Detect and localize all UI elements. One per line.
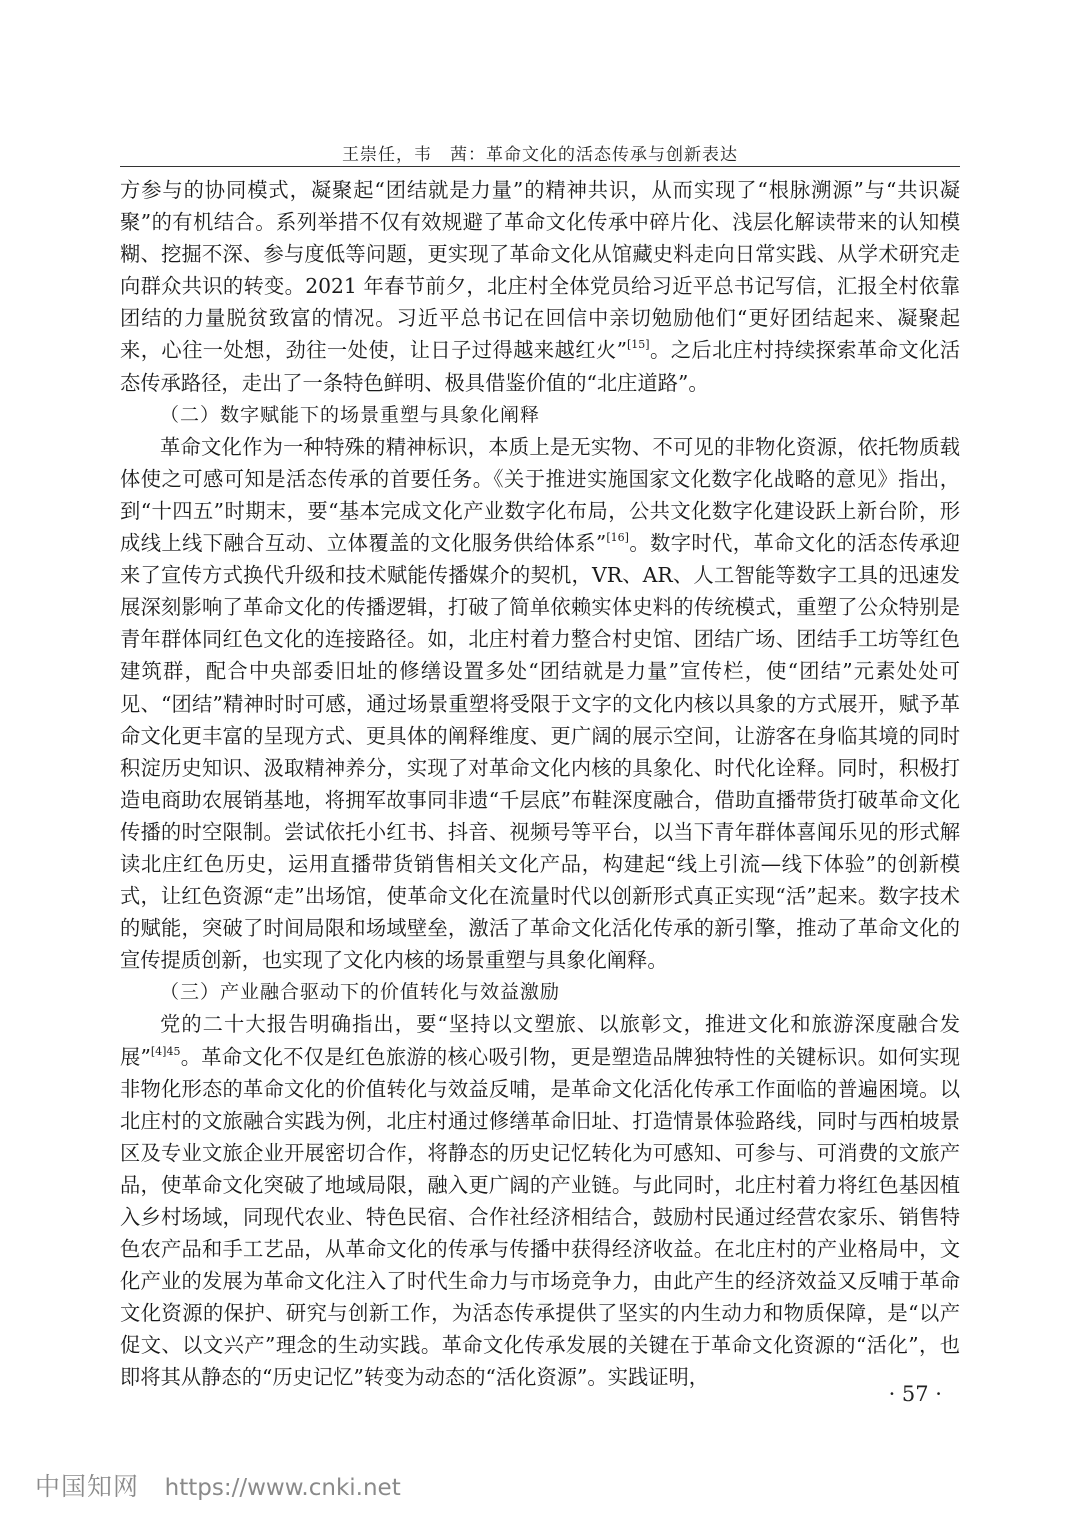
cnki-logo: 中国知网: [35, 1472, 140, 1501]
section-heading-3: （三）产业融合驱动下的价值转化与效益激励: [160, 981, 561, 1004]
cnki-url: https://www.cnki.net: [164, 1475, 401, 1501]
citation-16: [16]: [606, 531, 629, 545]
page-number: · 57 ·: [888, 1382, 942, 1406]
paragraph-3-text-b: 。革命文化不仅是红色旅游的核心吸引物，更是塑造品牌独特性的关键标识。如何实现非物化形态的革命文化的价值转化与效益反哺，是革命文化活化传承工作面临的普遍困境。以北庄村的文旅融合实践为例，北庄村通过修缮革命旧址、打造情景体验路线，同时与西柏坡景区及专业文旅企业开展密切合作，将静态的历史记忆转化为可感知、可参与、可消费的文旅产品，使革命文化突破了地域局限，融入更广阔的产业链。与此同时，北庄村着力将红色基因植入乡村场域，同现代农业、特色民宿、合作社经济相结合，鼓励村民通过经营农家乐、销售特色农产品和手工艺品，从革命文化的传承与传播中获得经济收益。在北庄村的产业格局中，文化产业的发展为革命文化注入了时代生命力与市场竞争力，由此产生的经济效益又反哺于革命文化资源的保护、研究与创新工作，为活态传承提供了坚实的内生动力和物质保障，是“以产促文、以文兴产”理念的生动实践。革命文化传承发展的关键在于革命文化资源的“活化”，也即将其从静态的“历史记忆”转变为动态的“活化资源”。实践证明，: [120, 1044, 960, 1390]
paragraph-3: [120, 1008, 960, 1393]
cnki-watermark: [35, 1467, 401, 1503]
paragraph-1: [120, 174, 960, 399]
citation-4: [4]45: [150, 1044, 181, 1058]
citation-15: [15]: [627, 338, 650, 352]
paragraph-1-tail: 。之后北庄村持续探索革命文化活态传承路径，走出了一条特色鲜明、极具借鉴价值的“北庄道路”。: [120, 338, 960, 395]
running-head: 王崇任，韦 茜：革命文化的活态传承与创新表达: [342, 145, 738, 165]
article-body: [120, 174, 960, 1394]
paragraph-3-text-a: 党的二十大报告明确指出，要“坚持以文塑旅、以旅彰文，推进文化和旅游深度融合发展”: [120, 1012, 960, 1069]
section-heading-2: （二）数字赋能下的场景重塑与具象化阐释: [160, 403, 541, 426]
paragraph-2-text-b: 。数字时代，革命文化的活态传承迎来了宣传方式换代升级和技术赋能传播媒介的契机，VR、AR、人工智能等数字工具的迅速发展深刻影响了革命文化的传播逻辑，打破了简单依赖实体史料的传统模式，重塑了公众特别是青年群体同红色文化的连接路径。如，北庄村着力整合村史馆、团结广场、团结手工坊等红色建筑群，配合中央部委旧址的修缮设置多处“团结就是力量”宣传栏，使“团结”元素处处可见、“团结”精神时时可感，通过场景重塑将受限于文字的文化内核以具象的方式展开，赋予革命文化更丰富的呈现方式、更具体的阐释维度、更广阔的展示空间，让游客在身临其境的同时积淀历史知识、汲取精神养分，实现了对革命文化内核的具象化、时代化诠释。同时，积极打造电商助农展销基地，将拥军故事同非遗“千层底”布鞋深度融合，借助直播带货打破革命文化传播的时空限制。尝试依托小红书、抖音、视频号等平台，以当下青年群体喜闻乐见的形式解读北庄红色历史，运用直播带货销售相关文化产品，构建起“线上引流—线下体验”的创新模式，让红色资源“走”出场馆，使革命文化在流量时代以创新形式真正实现“活”起来。数字技术的赋能，突破了时间局限和场域壁垒，激活了革命文化活化传承的新引擎，推动了革命文化的宣传提质创新，也实现了文化内核的场景重塑与具象化阐释。: [120, 531, 960, 973]
paragraph-2: [120, 431, 960, 977]
paragraph-1-text: 方参与的协同模式，凝聚起“团结就是力量”的精神共识，从而实现了“根脉溯源”与“共识凝聚”的有机结合。系列举措不仅有效规避了革命文化传承中碎片化、浅层化解读带来的认知模糊、挖掘不深、参与度低等问题，更实现了革命文化从馆藏史料走向日常实践、从学术研究走向群众共识的转变。2021 年春节前夕，北庄村全体党员给习近平总书记写信，汇报全村依靠团结的力量脱贫致富的情况。习近平总书记在回信中亲切勉励他们“更好团结起来、凝聚起来，心往一处想，劲往一处使，让日子过得越来越红火”: [120, 178, 960, 363]
paragraph-2-text-a: 革命文化作为一种特殊的精神标识，本质上是无实物、不可见的非物化资源，依托物质载体使之可感可知是活态传承的首要任务。《关于推进实施国家文化数字化战略的意见》指出，到“十四五”时期末，要“基本完成文化产业数字化布局，公共文化数字化建设跃上新台阶，形成线上线下融合互动、立体覆盖的文化服务供给体系”: [120, 434, 960, 556]
header-rule: [120, 166, 960, 167]
